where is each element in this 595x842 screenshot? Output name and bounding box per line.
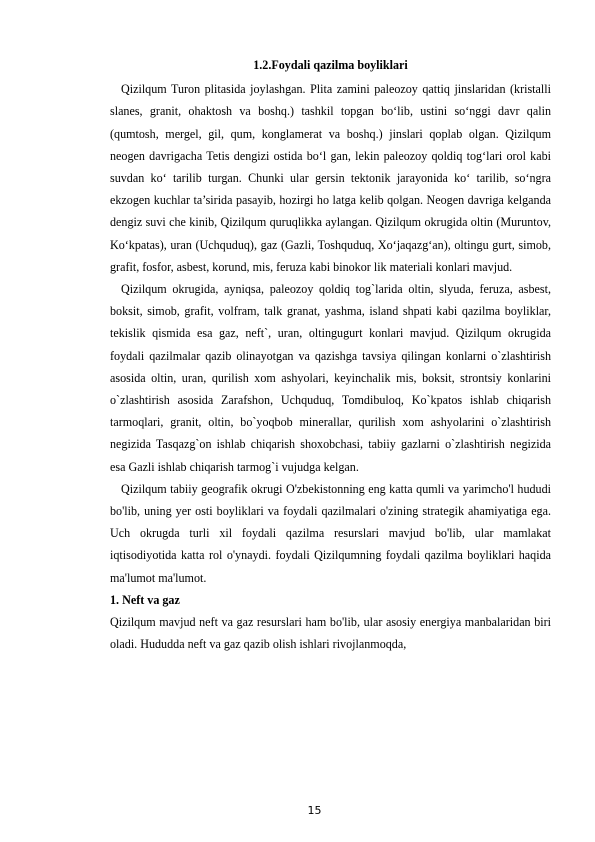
- paragraph-oil-gas: Qizilqum mavjud neft va gaz resurslari ham bo'lib, ular asosiy energiya manbalaridan biri oladi. Hududda neft va gaz qazib olish ishlari rivojlanmoqda,: [110, 615, 551, 652]
- section-title: 1.2.Foydali qazilma boyliklari: [253, 58, 408, 72]
- document-page: [110, 54, 551, 655]
- paragraph-mineral-deposits: Qizilqum okrugida, ayniqsa, paleozoy qoldiq tog`larida oltin, slyuda, feruza, asbest, boksit, simob, grafit, volfram, talk granat, yashma, island shpati kabi qazilma boyliklar, tekislik qismida esa gaz, neft`, uran, oltingugurt konlari mavjud. Qizilqum okrugida foydali qazilmalar qazib olinayotgan va qazishga tavsiya qilingan konlarni o`zlashtirish asosida oltin, uran, qurilish xom ashyolari, keyinchalik mis, boksit, strontsiy konlarini o`zlashtirish asosida Zarafshon, Uchquduq, Tomdibuloq, Ko`kpatos ishlab chiqarish tarmoqlari, granit, oltin, bo`yoqbob minerallar, qurilish xom ashyolarini o`zlashtirish negizida Tasqazg`on ishlab chiqarish shoxobchasi, tabiiy gazlarni o`zlashtirish negizida esa Gazli ishlab chiqarish tarmog`i vujudga kelgan.: [110, 282, 551, 474]
- subheading-oil-gas: 1. Neft va gaz: [110, 592, 180, 607]
- paragraph-geology: Qizilqum Turon plitasida joylashgan. Plita zamini paleozoy qattiq jinslaridan (kristalli slanes, granit, ohaktosh va boshq.) tashkil topgan bo‘lib, ustini so‘nggi davr qalin (qumtosh, mergel, gil, qum, konglamerat va boshq.) jinslari qoplab olgan. Qizilqum neogen davrigacha Tetis dengizi ostida bo‘l gan, lekin paleozoy qoldiq tog‘lari orol kabi suvdan ko‘ tarilib turgan. Chunki ular gersin tektonik jarayonida ko‘ tarilib, so‘ngra ekzogen kuchlar ta’sirida pasayib, hozirgi ho latga kelib qolgan. Neogen davriga kelganda dengiz suvi che kinib, Qizilqum quruqlikka aylangan. Qizilqum okrugida oltin (Muruntov, Ko‘kpatas), uran (Uchquduq), gaz (Gazli, Toshquduq, Xo‘jaqazg‘an), oltingu gurt, simob, grafit, fosfor, asbest, korund, mis, feruza kabi binokor lik materiali konlari mavjud.: [110, 82, 551, 274]
- page-number: 15: [307, 804, 322, 817]
- paragraph-strategic-importance: Qizilqum tabiiy geografik okrugi O'zbekistonning eng katta qumli va yarimcho'l hududi bo'lib, uning yer osti boyliklari va foydali qazilmalari o'zining strategik ahamiyatiga ega. Uch okrugda turli xil foydali qazilma resurslari mavjud bo'lib, ular mamlakat iqtisodiyotida katta rol o'ynaydi. foydali Qizilqumning foydali qazilma boyliklari haqida ma'lumot ma'lumot.: [110, 481, 551, 585]
